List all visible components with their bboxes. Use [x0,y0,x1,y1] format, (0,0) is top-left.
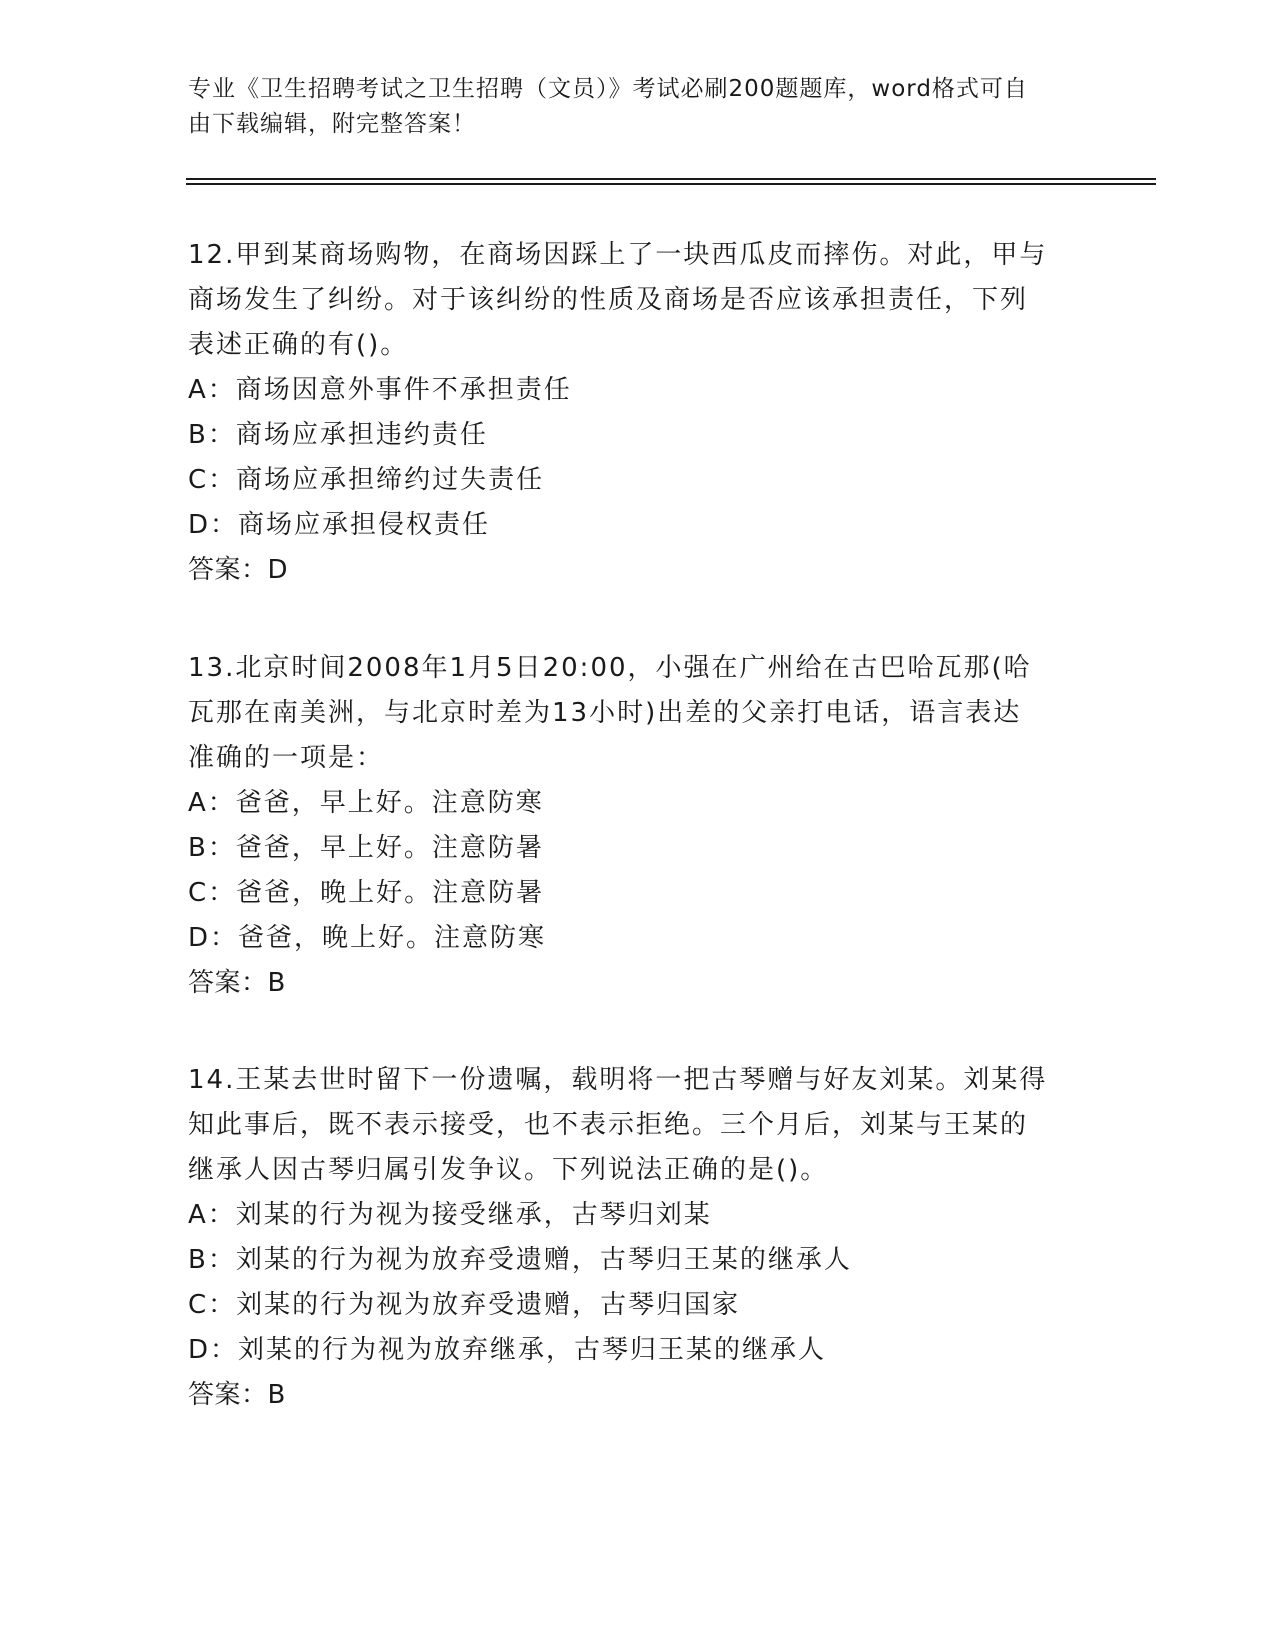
option-d: D：刘某的行为视为放弃继承，古琴归王某的继承人 [188,1335,827,1365]
question-stem-line: 瓦那在南美洲，与北京时差为13小时)出差的父亲打电话，语言表达 [188,698,1022,728]
question-stem-line: 14.王某去世时留下一份遗嘱，载明将一把古琴赠与好友刘某。刘某得 [188,1065,1048,1095]
option-c: C：爸爸，晚上好。注意防暑 [188,878,545,908]
question-stem-line: 继承人因古琴归属引发争议。下列说法正确的是()。 [188,1155,829,1185]
answer-line: 答案：B [188,968,286,998]
question-stem-line: 12.甲到某商场购物，在商场因踩上了一块西瓜皮而摔伤。对此，甲与 [188,240,1048,270]
question-stem-line: 13.北京时间2008年1月5日20:00，小强在广州给在古巴哈瓦那(哈 [188,653,1032,683]
answer-line: 答案：B [188,1380,286,1410]
question-stem-line: 商场发生了纠纷。对于该纠纷的性质及商场是否应该承担责任，下列 [188,285,1029,315]
question-stem-line: 知此事后，既不表示接受，也不表示拒绝。三个月后，刘某与王某的 [188,1110,1029,1140]
answer-line: 答案：D [188,555,289,585]
option-c: C：刘某的行为视为放弃受遗赠，古琴归国家 [188,1290,741,1320]
question-14 [188,1058,1088,1418]
option-a: A：商场因意外事件不承担责任 [188,375,572,405]
header-line-2: 由下载编辑，附完整答案！ [188,111,476,137]
option-d: D：商场应承担侵权责任 [188,510,491,540]
option-b: B：刘某的行为视为放弃受遗赠，古琴归王某的继承人 [188,1245,852,1275]
question-stem-line: 准确的一项是： [188,743,385,773]
header-divider-bottom [186,183,1156,185]
option-a: A：爸爸，早上好。注意防寒 [188,788,544,818]
question-12 [188,233,1088,593]
option-a: A：刘某的行为视为接受继承，古琴归刘某 [188,1200,712,1230]
option-d: D：爸爸，晚上好。注意防寒 [188,923,547,953]
option-b: B：商场应承担违约责任 [188,420,488,450]
document-header [188,72,1068,142]
question-13 [188,646,1088,1006]
question-stem-line: 表述正确的有()。 [188,330,409,360]
header-line-1: 专业《卫生招聘考试之卫生招聘（文员）》考试必刷200题题库，word格式可自 [188,76,1028,102]
header-divider-top [186,178,1156,180]
option-c: C：商场应承担缔约过失责任 [188,465,545,495]
option-b: B：爸爸，早上好。注意防暑 [188,833,544,863]
